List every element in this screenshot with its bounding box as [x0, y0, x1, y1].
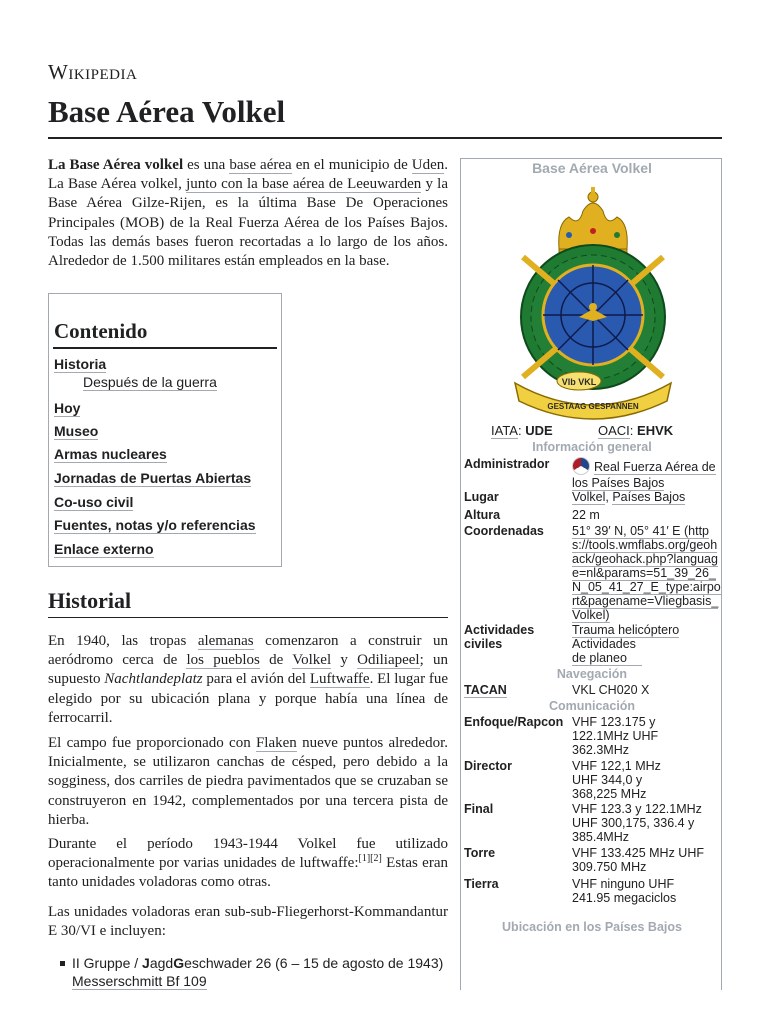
link-oaci[interactable]: OACI [598, 423, 630, 438]
page-title: Base Aérea Volkel [48, 94, 286, 129]
link-uden[interactable]: Uden [411, 157, 445, 173]
toc-item-hoy[interactable]: Hoy [54, 400, 81, 416]
wikipedia-wordmark[interactable]: Wikipedia [48, 60, 138, 84]
infobox-value-tierra: VHF ninguno UHF 241.95 megaciclos [572, 877, 677, 905]
link-flaken[interactable]: Flaken [255, 735, 297, 751]
list-item [60, 954, 450, 990]
history-paragraph-2 [48, 734, 448, 830]
infobox-label-torre: Torre [464, 846, 496, 860]
infobox-label-enfoque: Enfoque/Rapcon [464, 715, 564, 729]
link-los-pueblos[interactable]: los pueblos [186, 652, 260, 669]
body-text: El campo fue proporcionado con [48, 735, 256, 751]
link-messerschmitt[interactable]: Messerschmitt Bf 109 [72, 973, 207, 989]
reference-2[interactable]: [2] [370, 853, 382, 865]
bold-letter: G [173, 955, 185, 971]
link-tacan[interactable]: TACAN [464, 683, 507, 697]
toc-item-historia[interactable]: Historia [54, 356, 107, 372]
infobox-value-director: VHF 122,1 MHz UHF 344,0 y 368,225 MHz [572, 759, 661, 801]
emblem-motto: GESTAAG GESPANNEN [547, 402, 639, 411]
infobox-section-general: Información general [532, 440, 652, 454]
link-real-fuerza-aerea[interactable]: Real Fuerza Aérea de los Países Bajos [572, 460, 716, 490]
infobox-label-lugar: Lugar [464, 490, 499, 504]
infobox-value-torre: VHF 133.425 MHz UHF 309.750 MHz [572, 846, 704, 874]
infobox-section-comunicacion: Comunicación [548, 699, 636, 713]
link-iata[interactable]: IATA [491, 423, 518, 438]
body-text: ; un supuesto [48, 652, 448, 688]
infobox-value-administrador [572, 457, 722, 491]
infobox-value-tacan: VKL CH020 X [572, 683, 650, 697]
link-volkel[interactable]: Volkel [292, 652, 332, 669]
infobox-value-final: VHF 123.3 y 122.1MHz UHF 300,175, 336.4 y 385.4MHz [572, 802, 702, 844]
toc-item-museo[interactable]: Museo [54, 423, 99, 439]
body-text: Durante el período 1943-1944 Volkel fue utilizado operacionalmente por varias unidades de luftwaffe: [48, 836, 448, 872]
lead-text: en el municipio de [291, 157, 412, 173]
toc-item-enlace-externo[interactable]: Enlace externo [54, 541, 154, 557]
infobox-label-altura: Altura [464, 508, 501, 522]
infobox-label-administrador: Administrador [464, 457, 550, 471]
body-text: agd [149, 955, 174, 971]
infobox [460, 158, 722, 990]
history-paragraph-1 [48, 632, 448, 728]
infobox-value-altura: 22 m [572, 508, 600, 522]
toc-item-despues-guerra[interactable]: Después de la guerra [83, 374, 217, 390]
link-base-aerea[interactable]: base aérea [229, 157, 292, 173]
motto-ribbon-icon [515, 372, 671, 419]
toc-divider [53, 347, 277, 349]
infobox-section-navegacion: Navegación [556, 667, 628, 681]
infobox-value-coordenadas[interactable] [572, 524, 722, 622]
infobox-label-director: Director [464, 759, 512, 773]
infobox-label-actividades-civiles: Actividades civiles [464, 623, 535, 651]
infobox-value-enfoque: VHF 123.175 y 122.1MHz UHF 362.3MHz [572, 715, 659, 757]
reference-1[interactable]: [1] [358, 853, 371, 865]
body-text: y [331, 652, 358, 669]
toc-item-armas-nucleares[interactable]: Armas nucleares [54, 446, 167, 462]
section-heading-historial: Historial [48, 588, 132, 613]
roundel-flag-icon [572, 457, 590, 475]
toc-item-co-uso-civil[interactable]: Co-uso civil [54, 494, 134, 510]
body-text: Estas eran tanto unidades voladoras como otras. [48, 855, 448, 891]
body-text: para el avión del [202, 671, 310, 688]
lead-paragraph [48, 156, 448, 271]
title-divider [48, 137, 722, 139]
separator: , [605, 490, 613, 504]
globe-icon [543, 265, 643, 365]
lead-bold-term: La Base Aérea volkel [48, 157, 184, 173]
link-alemanas[interactable]: alemanas [197, 633, 254, 649]
section-divider [48, 617, 448, 618]
infobox-value-lugar [572, 490, 722, 504]
body-text: En 1940, las tropas [48, 633, 198, 649]
link-actividades-planeo[interactable]: Actividades de planeo [572, 637, 642, 666]
body-text: de [259, 652, 293, 669]
lead-text: es una [183, 157, 230, 173]
toc-title: Contenido [54, 319, 148, 343]
base-emblem-image[interactable] [509, 187, 677, 421]
link-paises-bajos[interactable]: Países Bajos [612, 490, 686, 504]
emblem-ribbon-left: Vlb VKL [561, 377, 597, 387]
oaci-code: OACI: EHVK [598, 423, 674, 438]
list-item-text [72, 954, 450, 990]
oaci-value: EHVK [637, 423, 674, 438]
lead-text: . La Base Aérea volkel, [48, 157, 449, 193]
link-luftwaffe[interactable]: Luftwaffe [309, 671, 370, 688]
iata-value: UDE [525, 423, 553, 438]
body-text: nueve puntos alrededor. Inicialmente, se utilizaron canchas de césped, pero debido a la sogginess, dos carriles de piedra pavimentados que se cruzaban se construyeron en 1942, complementados por una tercera pista de hierba. [48, 735, 448, 828]
body-text: II Gruppe / [72, 955, 143, 971]
infobox-section-ubicacion: Ubicación en los Países Bajos [502, 920, 682, 934]
bold-letter: J [142, 955, 150, 971]
infobox-value-actividades-civiles [572, 623, 722, 666]
history-paragraph-4: Las unidades voladoras eran sub-sub-Fliegerhorst-Kommandantur E 30/VI e incluyen: [48, 904, 448, 940]
link-trauma-helicoptero[interactable]: Trauma helicóptero [572, 623, 680, 637]
infobox-label-final: Final [464, 802, 494, 816]
infobox-label-tierra: Tierra [464, 877, 499, 891]
lead-text: y la Base Aérea Gilze-Rijen, es la última Base De Operaciones Principales (MOB) de la Real Fuerza Aérea de los Países Bajos. Todas las demás bases fueron recortadas a lo largo de los años. Alrededor de 1.500 militares están empleados en la base. [48, 176, 448, 270]
table-of-contents [48, 293, 282, 567]
iata-code: IATA: UDE [491, 423, 553, 438]
toc-item-jornadas[interactable]: Jornadas de Puertas Abiertas [54, 470, 252, 486]
body-text: comenzaron a construir un aeródromo cerca de [48, 633, 448, 669]
link-leeuwarden[interactable]: junto con la base aérea de Leeuwarden [186, 176, 422, 193]
infobox-label-tacan [464, 683, 572, 697]
history-paragraph-3 [48, 835, 448, 893]
infobox-label-coordenadas: Coordenadas [464, 524, 544, 538]
link-coordenadas[interactable]: 51° 39′ N, 05° 41′ E (https://tools.wmflabs.org/geohack/geohack.php?language=nl&params=51_39_26_N_05_41_27_E_type:airport&pagename=Vliegbasis_Volkel) [572, 524, 721, 622]
link-volkel-place[interactable]: Volkel [572, 490, 606, 504]
infobox-caption: Base Aérea Volkel [532, 160, 652, 176]
italic-term: Nachtlandeplatz [104, 671, 203, 688]
body-text: eschwader 26 (6 – 15 de agosto de 1943) [184, 955, 444, 971]
body-text: . El lugar fue elegido por su ubicación plana y porque había una línea de ferrocarril. [48, 671, 449, 726]
link-odiliapeel[interactable]: Odiliapeel [357, 652, 420, 669]
toc-item-fuentes[interactable]: Fuentes, notas y/o referencias [54, 517, 256, 533]
